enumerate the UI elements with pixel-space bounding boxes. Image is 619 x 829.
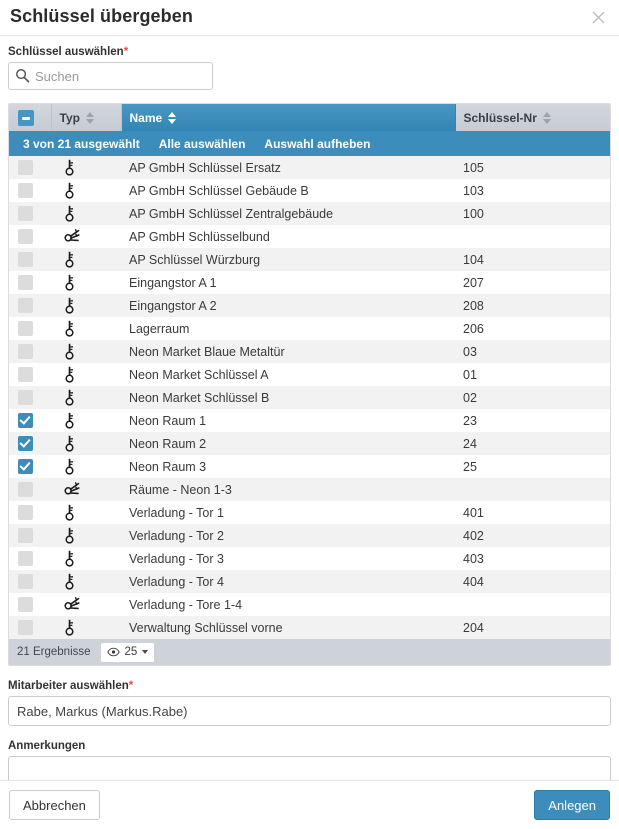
close-button[interactable] <box>585 4 611 30</box>
column-header-name-label: Name <box>129 110 163 125</box>
row-checkbox[interactable] <box>18 436 33 451</box>
row-checkbox[interactable] <box>18 574 33 589</box>
key-icon <box>63 458 76 475</box>
row-checkbox[interactable] <box>18 505 33 520</box>
table-row[interactable] <box>9 363 611 386</box>
row-name-cell: AP Schlüssel Würzburg <box>121 248 455 271</box>
row-checkbox[interactable] <box>18 344 33 359</box>
row-type-cell <box>51 386 121 409</box>
key-icon <box>63 320 76 337</box>
row-number-cell: 03 <box>455 340 611 363</box>
table-row[interactable] <box>9 478 611 501</box>
row-type-cell <box>51 570 121 593</box>
row-checkbox-cell[interactable] <box>9 409 51 432</box>
row-checkbox-cell[interactable] <box>9 363 51 386</box>
row-name-cell: AP GmbH Schlüsselbund <box>121 225 455 248</box>
row-name-cell: Neon Raum 3 <box>121 455 455 478</box>
dialog-header <box>0 0 619 36</box>
row-type-cell <box>51 202 121 225</box>
row-type-cell <box>51 524 121 547</box>
row-type-cell <box>51 340 121 363</box>
row-name-cell: Verladung - Tor 1 <box>121 501 455 524</box>
notes-field-block <box>8 740 611 780</box>
row-checkbox[interactable] <box>18 252 33 267</box>
key-icon <box>63 274 76 291</box>
row-name-cell: Lagerraum <box>121 317 455 340</box>
key-icon <box>63 182 76 199</box>
row-number-cell: 01 <box>455 363 611 386</box>
required-marker: * <box>128 680 134 692</box>
row-number-cell <box>455 225 611 248</box>
row-checkbox-cell[interactable] <box>9 317 51 340</box>
row-name-cell: Verwaltung Schlüssel vorne <box>121 616 455 639</box>
row-number-cell: 105 <box>455 156 611 179</box>
row-number-cell: 104 <box>455 248 611 271</box>
row-name-cell: Neon Market Blaue Metaltür <box>121 340 455 363</box>
sort-icon[interactable] <box>543 112 551 124</box>
row-name-cell: Räume - Neon 1-3 <box>121 478 455 501</box>
key-icon <box>63 573 76 590</box>
row-number-cell: 02 <box>455 386 611 409</box>
key-icon <box>63 343 76 360</box>
column-header-type-label: Typ <box>59 110 80 125</box>
row-type-cell <box>51 271 121 294</box>
search-wrapper <box>8 62 213 90</box>
sort-icon[interactable] <box>86 112 94 124</box>
row-type-cell <box>51 593 121 616</box>
row-number-cell <box>455 593 611 616</box>
key-icon <box>63 550 76 567</box>
keyring-icon <box>63 229 80 245</box>
key-table <box>8 103 611 666</box>
table-row[interactable] <box>9 432 611 455</box>
table-row[interactable] <box>9 501 611 524</box>
key-icon <box>63 205 76 222</box>
key-select-label <box>8 46 611 58</box>
row-checkbox-cell[interactable] <box>9 271 51 294</box>
row-type-cell <box>51 363 121 386</box>
row-checkbox-cell[interactable] <box>9 294 51 317</box>
select-all-link[interactable]: Alle auswählen <box>158 136 246 151</box>
key-icon <box>63 619 76 636</box>
row-checkbox-cell[interactable] <box>9 524 51 547</box>
row-name-cell: Verladung - Tor 3 <box>121 547 455 570</box>
row-type-cell <box>51 317 121 340</box>
selection-bar-cell <box>9 131 611 156</box>
row-checkbox[interactable] <box>18 229 33 244</box>
row-checkbox[interactable] <box>18 275 33 290</box>
column-header-number[interactable] <box>455 104 611 131</box>
row-name-cell: Verladung - Tor 2 <box>121 524 455 547</box>
table-row[interactable] <box>9 409 611 432</box>
row-type-cell <box>51 225 121 248</box>
table-row[interactable] <box>9 294 611 317</box>
row-name-cell: AP GmbH Schlüssel Zentralgebäude <box>121 202 455 225</box>
employee-label-text: Mitarbeiter auswählen <box>8 680 129 692</box>
row-name-cell: Verladung - Tor 4 <box>121 570 455 593</box>
submit-button[interactable]: Anlegen <box>534 790 610 820</box>
key-icon <box>63 504 76 521</box>
dialog-footer <box>0 780 619 829</box>
row-checkbox[interactable] <box>18 551 33 566</box>
selection-count: 3 von 21 ausgewählt <box>23 136 140 151</box>
row-number-cell: 24 <box>455 432 611 455</box>
row-number-cell: 207 <box>455 271 611 294</box>
row-checkbox-cell[interactable] <box>9 593 51 616</box>
key-icon <box>63 251 76 268</box>
page-size-value: 25 <box>124 646 138 658</box>
row-checkbox-cell[interactable] <box>9 386 51 409</box>
select-all-header-cell[interactable] <box>9 104 51 131</box>
row-type-cell <box>51 616 121 639</box>
row-checkbox-cell[interactable] <box>9 570 51 593</box>
notes-label: Anmerkungen <box>8 740 86 752</box>
row-checkbox[interactable] <box>18 367 33 382</box>
row-type-cell <box>51 478 121 501</box>
table-row[interactable] <box>9 317 611 340</box>
table-row[interactable] <box>9 179 611 202</box>
row-name-cell: Neon Market Schlüssel B <box>121 386 455 409</box>
row-type-cell <box>51 294 121 317</box>
row-number-cell: 404 <box>455 570 611 593</box>
row-type-cell <box>51 501 121 524</box>
table-row[interactable] <box>9 156 611 179</box>
row-name-cell: AP GmbH Schlüssel Ersatz <box>121 156 455 179</box>
row-checkbox-cell[interactable] <box>9 225 51 248</box>
table-row[interactable] <box>9 225 611 248</box>
key-icon <box>63 297 76 314</box>
eye-icon <box>107 647 120 657</box>
table-header <box>9 104 611 131</box>
column-header-type[interactable] <box>51 104 121 131</box>
select-all-checkbox[interactable] <box>18 110 34 126</box>
row-checkbox[interactable] <box>18 620 33 635</box>
close-icon <box>591 10 606 25</box>
row-checkbox[interactable] <box>18 321 33 336</box>
keyring-icon <box>63 597 80 613</box>
row-number-cell: 100 <box>455 202 611 225</box>
key-select-label-text: Schlüssel auswählen <box>8 46 124 58</box>
key-icon <box>63 366 76 383</box>
row-name-cell: Eingangstor A 2 <box>121 294 455 317</box>
row-checkbox-cell[interactable] <box>9 156 51 179</box>
cancel-button[interactable]: Abbrechen <box>9 790 100 820</box>
row-number-cell: 23 <box>455 409 611 432</box>
row-name-cell: Eingangstor A 1 <box>121 271 455 294</box>
clear-selection-link[interactable]: Auswahl aufheben <box>264 136 371 151</box>
chevron-down-icon <box>142 650 148 654</box>
row-checkbox[interactable] <box>18 206 33 221</box>
required-marker: * <box>123 46 129 58</box>
row-checkbox[interactable] <box>18 390 33 405</box>
row-type-cell <box>51 156 121 179</box>
row-checkbox-cell[interactable] <box>9 179 51 202</box>
row-type-cell <box>51 248 121 271</box>
employee-label <box>8 680 611 692</box>
row-checkbox-cell[interactable] <box>9 547 51 570</box>
row-checkbox-cell[interactable] <box>9 202 51 225</box>
table-row[interactable] <box>9 202 611 225</box>
key-icon <box>63 412 76 429</box>
row-number-cell: 204 <box>455 616 611 639</box>
row-number-cell: 401 <box>455 501 611 524</box>
dialog-body <box>0 36 619 780</box>
column-header-name[interactable] <box>121 104 455 131</box>
keyring-icon <box>63 482 80 498</box>
page-size-selector[interactable] <box>100 642 156 663</box>
page-title: Schlüssel übergeben <box>10 6 193 26</box>
row-checkbox[interactable] <box>18 528 33 543</box>
row-checkbox-cell[interactable] <box>9 455 51 478</box>
search-input[interactable] <box>8 62 213 90</box>
row-checkbox[interactable] <box>18 160 33 175</box>
row-name-cell: Neon Raum 1 <box>121 409 455 432</box>
row-type-cell <box>51 179 121 202</box>
row-name-cell: Neon Market Schlüssel A <box>121 363 455 386</box>
table-row[interactable] <box>9 248 611 271</box>
table-footer <box>9 639 610 665</box>
row-number-cell <box>455 478 611 501</box>
table-row[interactable] <box>9 547 611 570</box>
row-checkbox-cell[interactable] <box>9 432 51 455</box>
employee-input[interactable] <box>8 696 611 726</box>
sort-icon[interactable] <box>168 112 176 124</box>
table-row[interactable] <box>9 386 611 409</box>
row-checkbox[interactable] <box>18 413 33 428</box>
table-body <box>9 156 611 639</box>
row-name-cell: Verladung - Tore 1-4 <box>121 593 455 616</box>
row-checkbox-cell[interactable] <box>9 478 51 501</box>
table-row[interactable] <box>9 524 611 547</box>
table-row[interactable] <box>9 271 611 294</box>
row-type-cell <box>51 432 121 455</box>
table-row[interactable] <box>9 593 611 616</box>
row-checkbox-cell[interactable] <box>9 616 51 639</box>
row-checkbox-cell[interactable] <box>9 248 51 271</box>
row-checkbox[interactable] <box>18 459 33 474</box>
row-checkbox[interactable] <box>18 597 33 612</box>
selection-info-bar <box>9 131 611 156</box>
row-number-cell: 103 <box>455 179 611 202</box>
row-checkbox[interactable] <box>18 482 33 497</box>
row-number-cell: 208 <box>455 294 611 317</box>
row-number-cell: 402 <box>455 524 611 547</box>
table-row[interactable] <box>9 340 611 363</box>
employee-field-block <box>8 680 611 726</box>
column-header-number-label: Schlüssel-Nr <box>463 110 537 125</box>
table-row[interactable] <box>9 570 611 593</box>
row-name-cell: Neon Raum 2 <box>121 432 455 455</box>
key-icon <box>63 159 76 176</box>
row-number-cell: 206 <box>455 317 611 340</box>
table-row[interactable] <box>9 616 611 639</box>
table-row[interactable] <box>9 455 611 478</box>
row-checkbox[interactable] <box>18 183 33 198</box>
row-type-cell <box>51 455 121 478</box>
row-number-cell: 25 <box>455 455 611 478</box>
row-checkbox-cell[interactable] <box>9 340 51 363</box>
result-count: 21 Ergebnisse <box>17 646 91 658</box>
key-icon <box>63 527 76 544</box>
row-checkbox-cell[interactable] <box>9 501 51 524</box>
row-type-cell <box>51 547 121 570</box>
key-icon <box>63 435 76 452</box>
row-name-cell: AP GmbH Schlüssel Gebäude B <box>121 179 455 202</box>
row-checkbox[interactable] <box>18 298 33 313</box>
row-number-cell: 403 <box>455 547 611 570</box>
row-type-cell <box>51 409 121 432</box>
key-icon <box>63 389 76 406</box>
notes-input[interactable] <box>8 756 611 780</box>
